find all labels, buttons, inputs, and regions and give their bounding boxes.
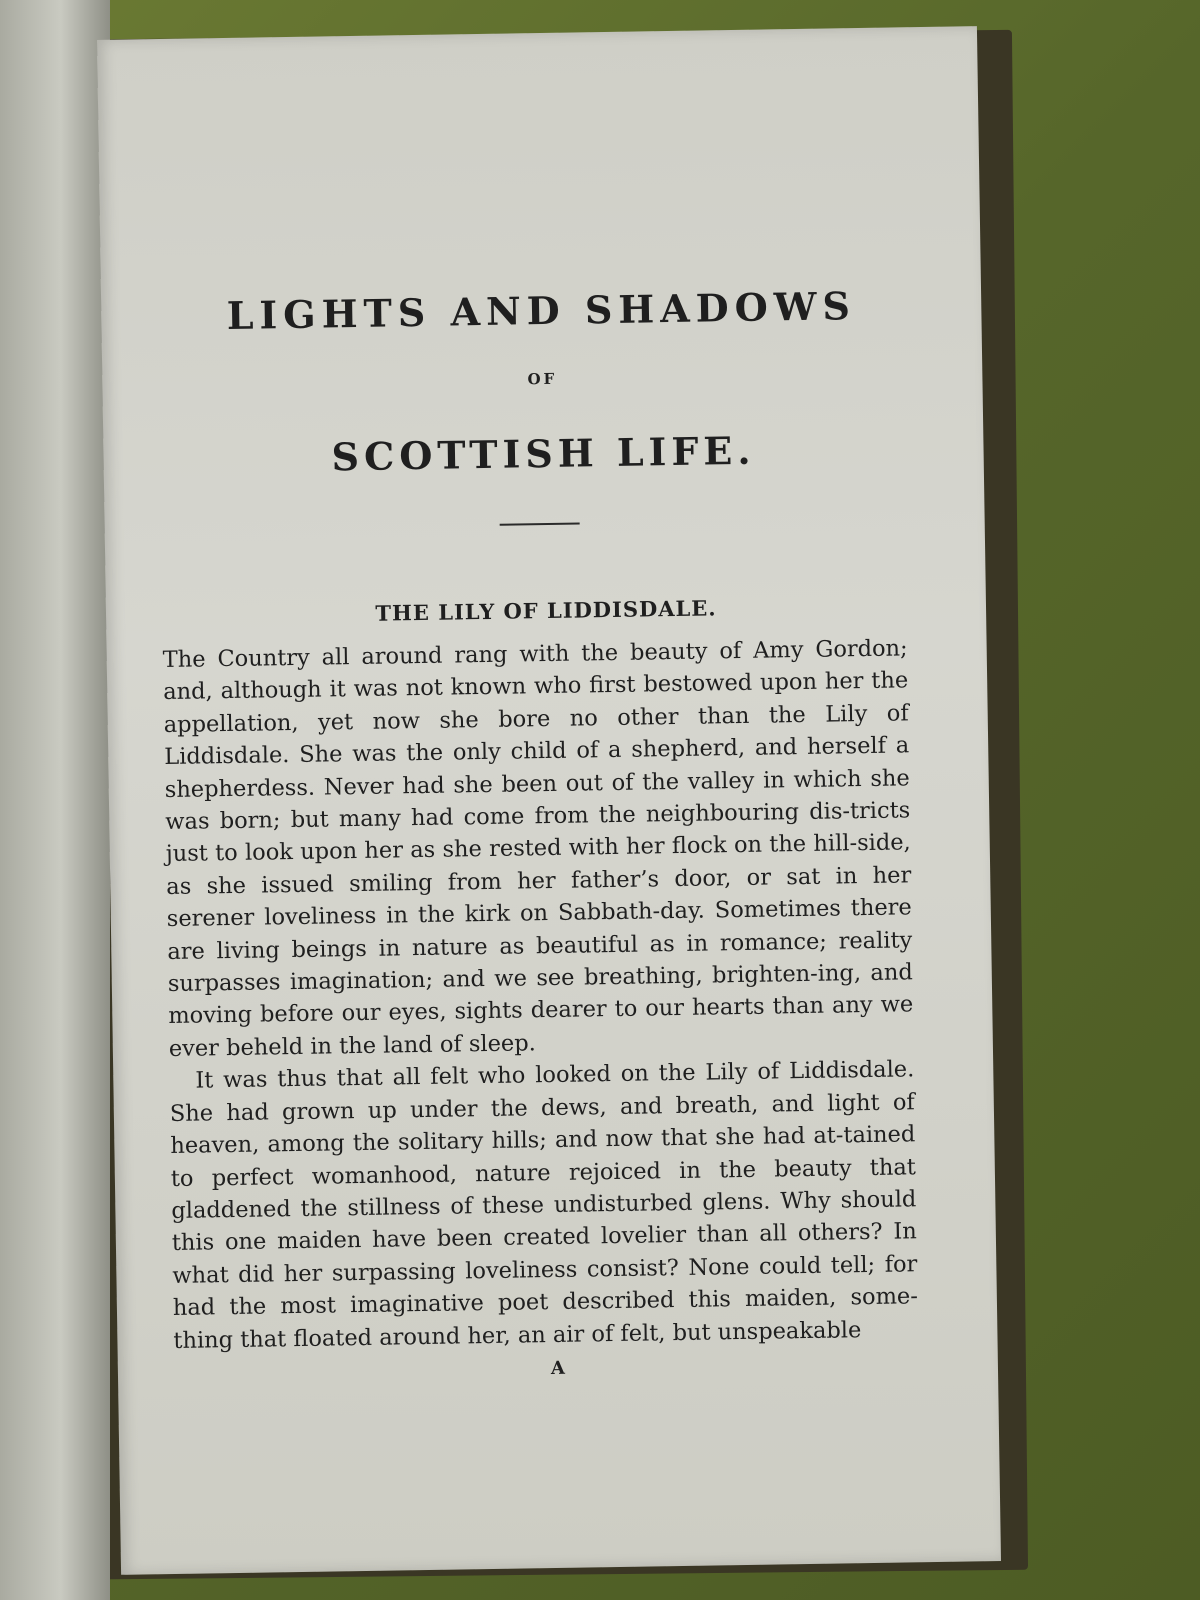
facing-page-edge [0, 0, 110, 1600]
book-page [97, 26, 1001, 1575]
chapter-heading: THE LILY OF LIDDISDALE. [375, 595, 717, 626]
signature-mark: A [550, 1357, 566, 1380]
title-rule [500, 522, 580, 525]
book-title: LIGHTS AND SHADOWS [226, 283, 857, 338]
paragraph-2: It was thus that all felt who looked on the Lily of Liddisdale. She had grown up under the dews, and breath, and light of heaven, among the solitary hills; and now that she had at-tained to perfect womanhood, nature rejoiced in the beauty that gladdened the stillness of these undisturbed glens. Why should this one maiden have been created lovelier than all others? In what did her surpassing loveliness consist? None could tell; for had the most imaginative poet described this maiden, some-thing that floated around her, an air of felt, but unspeakable [169, 1056, 919, 1354]
paragraph-1: The Country all around rang with the beauty of Amy Gordon; and, although it was not known who first bestowed upon her the appellation, yet now she bore no other than the Lily of Liddisdale. She was the only child of a shepherd, and herself a shepherdess. Never had she been out of the valley in which she was born; but many had come from the neighbouring dis-tricts just to look upon her as she rested with her flock on the hill-side, as she issued smiling from her father’s door, or sat in her serener loveliness in the kirk on Sabbath-day. Sometimes there are living beings in nature as beautiful as in romance; reality surpasses imagination; and we see breathing, brighten-ing, and moving before our eyes, sights dearer to our hearts than any we ever beheld in the land of sleep. [162, 635, 914, 1062]
book-subtitle: SCOTTISH LIFE. [331, 427, 756, 480]
title-connector: OF [527, 369, 558, 389]
chapter-body [162, 632, 918, 1357]
